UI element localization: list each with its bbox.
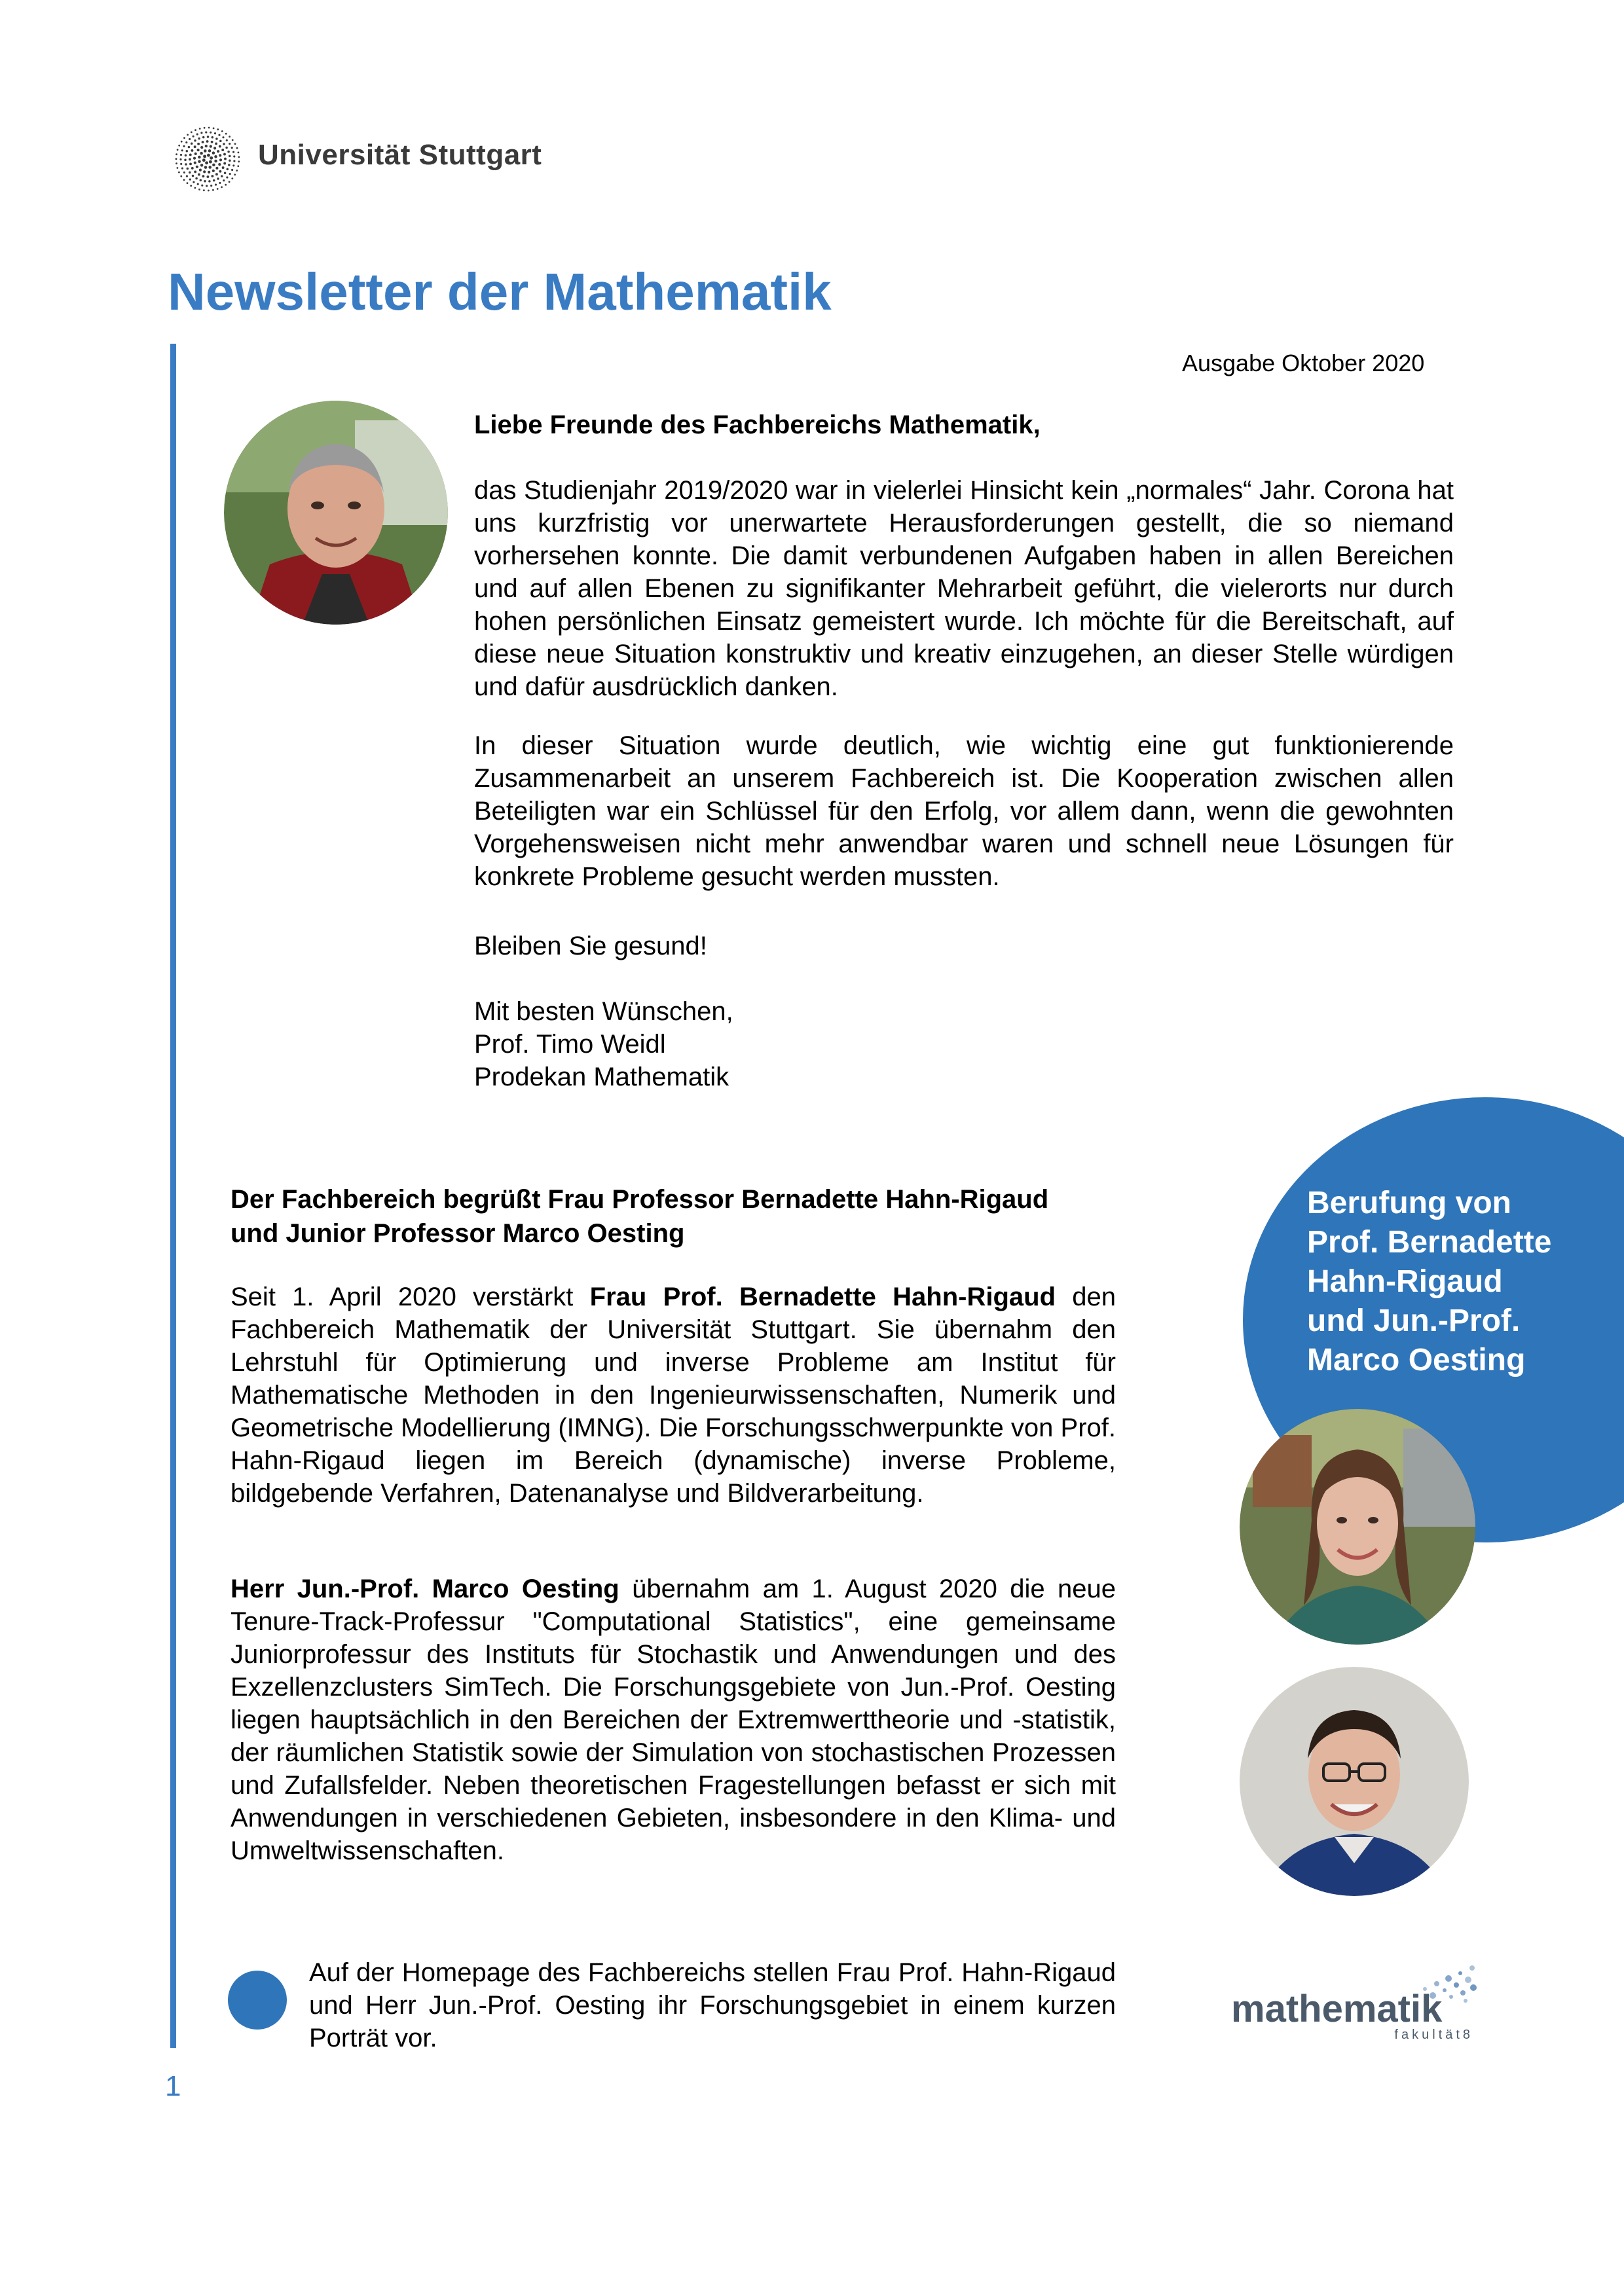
bullet-dot — [228, 1971, 287, 2030]
paragraph-text: übernahm am 1. August 2020 die neue Tenure-Track-Professur "Computational Statistics", eine gemeinsame Juniorprofessur des Instituts für Stochastik und Anwendungen und des Exzellenzclusters SimTech. Die Forschungsgebiete von Jun.-Prof. Oesting liegen hauptsächlich in den Bereichen der Extremwerttheorie und -statistik, der räumlichen Statistik sowie der Simulation von stochastischen Prozessen und Zufallsfelder. Neben theoretischen Fragestellungen befasst er sich mit Anwendungen in verschiedenen Gebieten, insbesondere in den Klima- und Umweltwissenschaften. — [231, 1575, 1116, 1865]
letter-stay-healthy: Bleiben Sie gesund! — [474, 932, 707, 960]
sidebar-line: und Jun.-Prof. — [1307, 1303, 1521, 1338]
appointment-paragraph-hahn — [231, 1281, 1116, 1510]
signature-block — [474, 995, 1454, 1093]
portrait-weidl — [224, 401, 448, 625]
portrait-hahn-rigaud — [1240, 1409, 1475, 1645]
sidebar-heading — [1307, 1184, 1582, 1380]
letter-paragraph-1: das Studienjahr 2019/2020 war in vielerlei Hinsicht kein „normales“ Jahr. Corona hat uns kurzfristig vor unerwartete Herausforderungen gestellt, die so niemand vorhersehen konnte. Die damit verbundenen Aufgaben haben in allen Bereichen und auf allen Ebenen zu signifikanter Mehrarbeit geführt, die vielerorts nur durch hohen persönlichen Einsatz gemeistert wurde. Ich möchte für die Bereitschaft, auf diese neue Situation konstruktiv und kreativ einzugehen, an dieser Stelle würdigen und dafür ausdrücklich danken. — [474, 476, 1454, 701]
sidebar-line: Prof. Bernadette — [1307, 1225, 1552, 1260]
page-number: 1 — [165, 2070, 181, 2102]
letter-greeting: Liebe Freunde des Fachbereichs Mathematik, — [474, 410, 1041, 439]
mathematik-logo-sub: fakultät8 — [1394, 2028, 1473, 2042]
appointment-headline-line-2: und Junior Professor Marco Oesting — [231, 1219, 685, 1248]
portrait-oesting — [1240, 1667, 1469, 1896]
person-name-oesting: Herr Jun.-Prof. Marco Oesting — [231, 1575, 619, 1603]
newsletter-title: Newsletter der Mathematik — [168, 263, 832, 321]
person-name-hahn: Frau Prof. Bernadette Hahn-Rigaud — [589, 1283, 1056, 1311]
signature-role: Prodekan Mathematik — [474, 1063, 729, 1091]
university-name: Universität Stuttgart — [258, 139, 542, 171]
sidebar-line: Berufung von — [1307, 1186, 1511, 1220]
letter-paragraph-2: In dieser Situation wurde deutlich, wie wichtig eine gut funktionierende Zusammenarbeit an unserem Fachbereich ist. Die Kooperation zwischen allen Beteiligten war ein Schlüssel für den Erfolg, vor allem dann, wenn die gewohnten Vorgehensweisen nicht mehr anwendbar waren und schnell neue Lösungen für konkrete Probleme gesucht werden mussten. — [474, 731, 1454, 891]
accent-bar — [170, 344, 176, 2048]
appointment-headline-line-1: Der Fachbereich begrüßt Frau Professor Bernadette Hahn-Rigaud — [231, 1185, 1049, 1214]
mathematik-logo-word: mathematik — [1231, 1988, 1443, 2030]
paragraph-text: den Fachbereich Mathematik der Universität Stuttgart. Sie übernahm den Lehrstuhl für Optimierung und inverse Probleme am Institut für Mathematische Methoden in den Ingenieurwissenschaften, Numerik und Geometrische Modellierung (IMNG). Die Forschungsschwerpunkte von Prof. Hahn-Rigaud liegen im Bereich (dynamische) inverse Probleme, bildgebende Verfahren, Datenanalyse und Bildverarbeitung. — [231, 1283, 1116, 1508]
signature-name: Prof. Timo Weidl — [474, 1030, 666, 1059]
appointment-headline — [231, 1182, 1134, 1250]
signature-closing: Mit besten Wünschen, — [474, 997, 733, 1026]
appointment-paragraph-oesting — [231, 1573, 1116, 1867]
sidebar-line: Marco Oesting — [1307, 1343, 1526, 1377]
paragraph-text: Seit 1. April 2020 verstärkt — [231, 1283, 590, 1311]
mathematik-logo — [1228, 1964, 1477, 2043]
homepage-note: Auf der Homepage des Fachbereichs stellen Frau Prof. Hahn-Rigaud und Herr Jun.-Prof. Oesting ihr Forschungsgebiet in einem kurzen Porträt vor. — [309, 1958, 1116, 2052]
issue-date: Ausgabe Oktober 2020 — [1182, 350, 1425, 376]
sidebar-line: Hahn-Rigaud — [1307, 1264, 1503, 1299]
